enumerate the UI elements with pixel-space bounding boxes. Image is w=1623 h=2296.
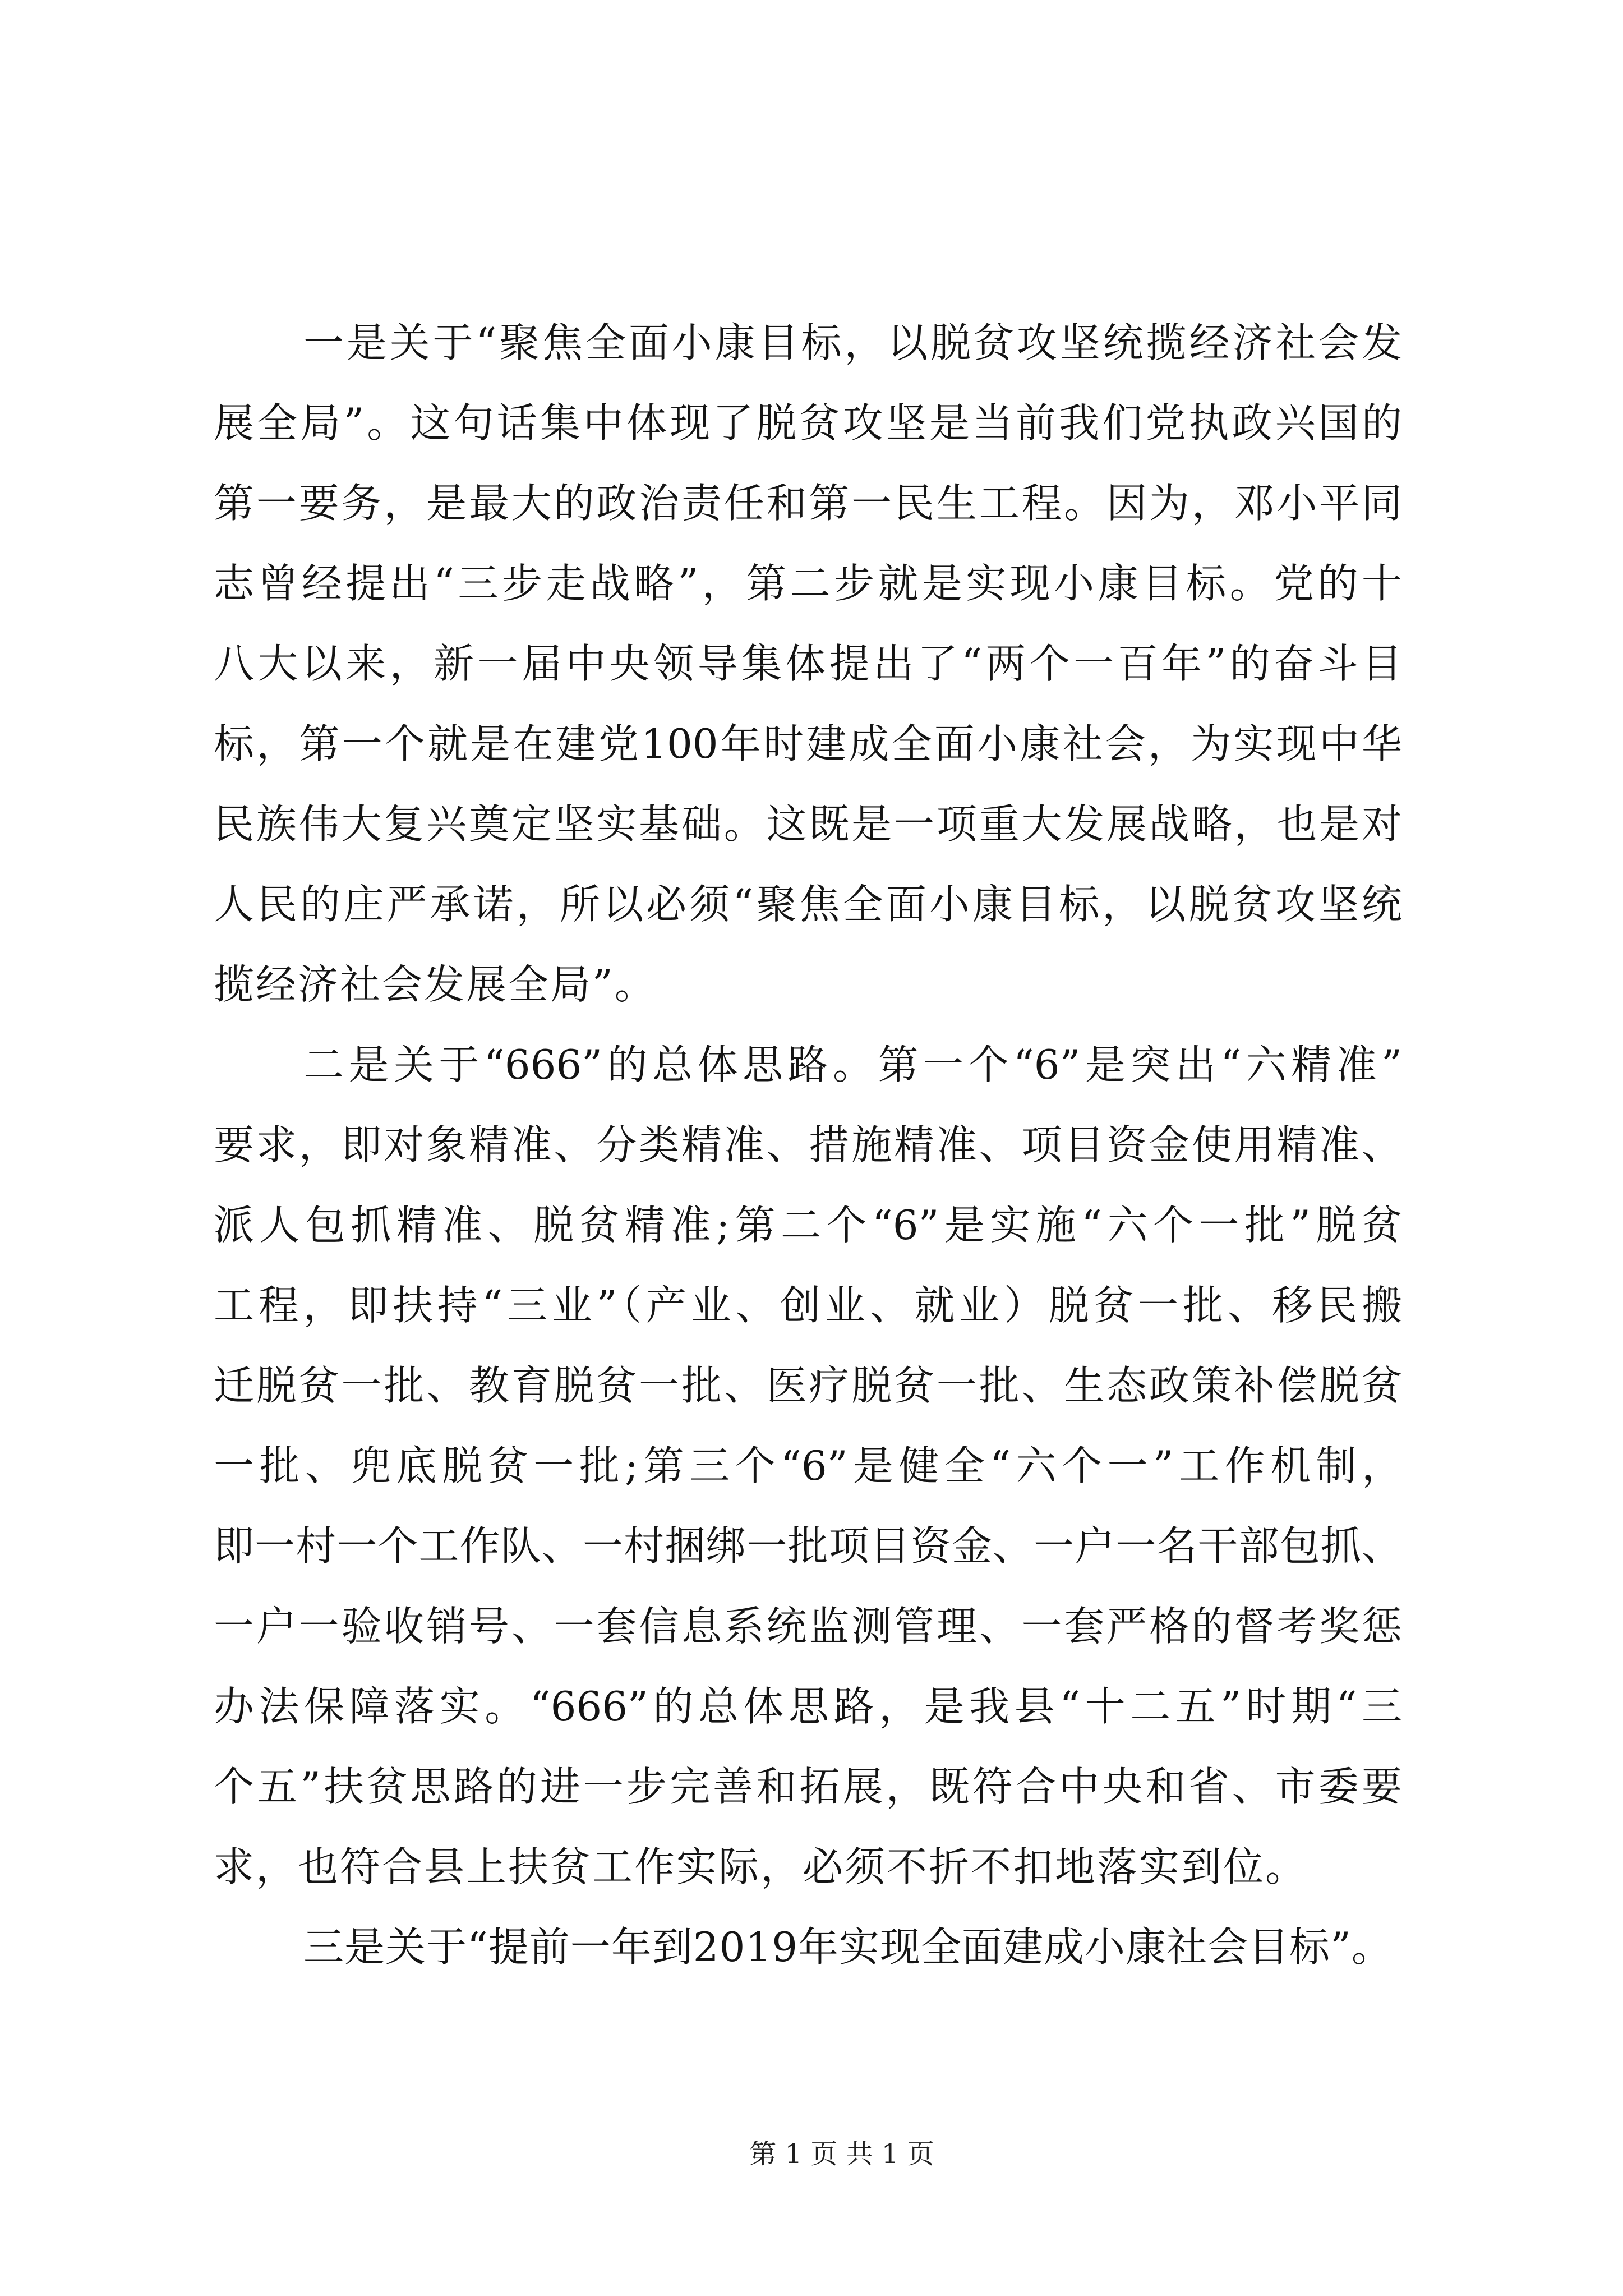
paragraph-line: 揽经济社会发展全局”。 xyxy=(214,961,657,1008)
paragraph-line: 展全局”。这句话集中体现了脱贫攻坚是当前我们党执政兴国的 xyxy=(214,399,1402,447)
paragraph-line: 八大以来，新一届中央领导集体提出了“两个一百年”的奋斗目 xyxy=(214,640,1402,687)
paragraph-2 xyxy=(214,1025,1402,1907)
paragraph-line: 工程，即扶持“三业”（产业、创业、就业）脱贫一批、移民搬 xyxy=(214,1282,1402,1329)
paragraph-line: 派人包抓精准、脱贫精准;第二个“6”是实施“六个一批”脱贫 xyxy=(214,1202,1402,1249)
paragraph-line: 个五”扶贫思路的进一步完善和拓展，既符合中央和省、市委要 xyxy=(214,1763,1402,1810)
paragraph-line: 人民的庄严承诺，所以必须“聚焦全面小康目标，以脱贫攻坚统 xyxy=(214,881,1402,928)
page-number-footer: 第 1 页 共 1 页 xyxy=(749,2138,934,2170)
paragraph-line: 三是关于“提前一年到2019年实现全面建成小康社会目标”。 xyxy=(303,1924,1393,1971)
paragraph-line: 要求，即对象精准、分类精准、措施精准、项目资金使用精准、 xyxy=(214,1121,1402,1168)
paragraph-line: 一是关于“聚焦全面小康目标，以脱贫攻坚统揽经济社会发 xyxy=(303,319,1402,366)
document-body xyxy=(214,303,1402,1987)
paragraph-line: 标，第一个就是在建党100年时建成全面小康社会，为实现中华 xyxy=(214,720,1402,767)
paragraph-line: 一批、兜底脱贫一批;第三个“6”是健全“六个一”工作机制， xyxy=(214,1442,1402,1489)
paragraph-3 xyxy=(214,1907,1402,1987)
paragraph-line: 迁脱贫一批、教育脱贫一批、医疗脱贫一批、生态政策补偿脱贫 xyxy=(214,1362,1402,1409)
paragraph-line: 志曾经提出“三步走战略”，第二步就是实现小康目标。党的十 xyxy=(214,560,1402,607)
paragraph-line: 即一村一个工作队、一村捆绑一批项目资金、一户一名干部包抓、 xyxy=(214,1522,1402,1570)
paragraph-line: 办法保障落实。“666”的总体思路，是我县“十二五”时期“三 xyxy=(214,1683,1402,1730)
paragraph-line: 一户一验收销号、一套信息系统监测管理、一套严格的督考奖惩 xyxy=(214,1603,1402,1650)
paragraph-line: 二是关于“666”的总体思路。第一个“6”是突出“六精准” xyxy=(303,1041,1402,1088)
paragraph-line: 民族伟大复兴奠定坚实基础。这既是一项重大发展战略，也是对 xyxy=(214,800,1402,848)
paragraph-line: 求，也符合县上扶贫工作实际，必须不折不扣地落实到位。 xyxy=(214,1843,1308,1890)
paragraph-line: 第一要务，是最大的政治责任和第一民生工程。因为，邓小平同 xyxy=(214,480,1402,527)
paragraph-1 xyxy=(214,303,1402,1025)
